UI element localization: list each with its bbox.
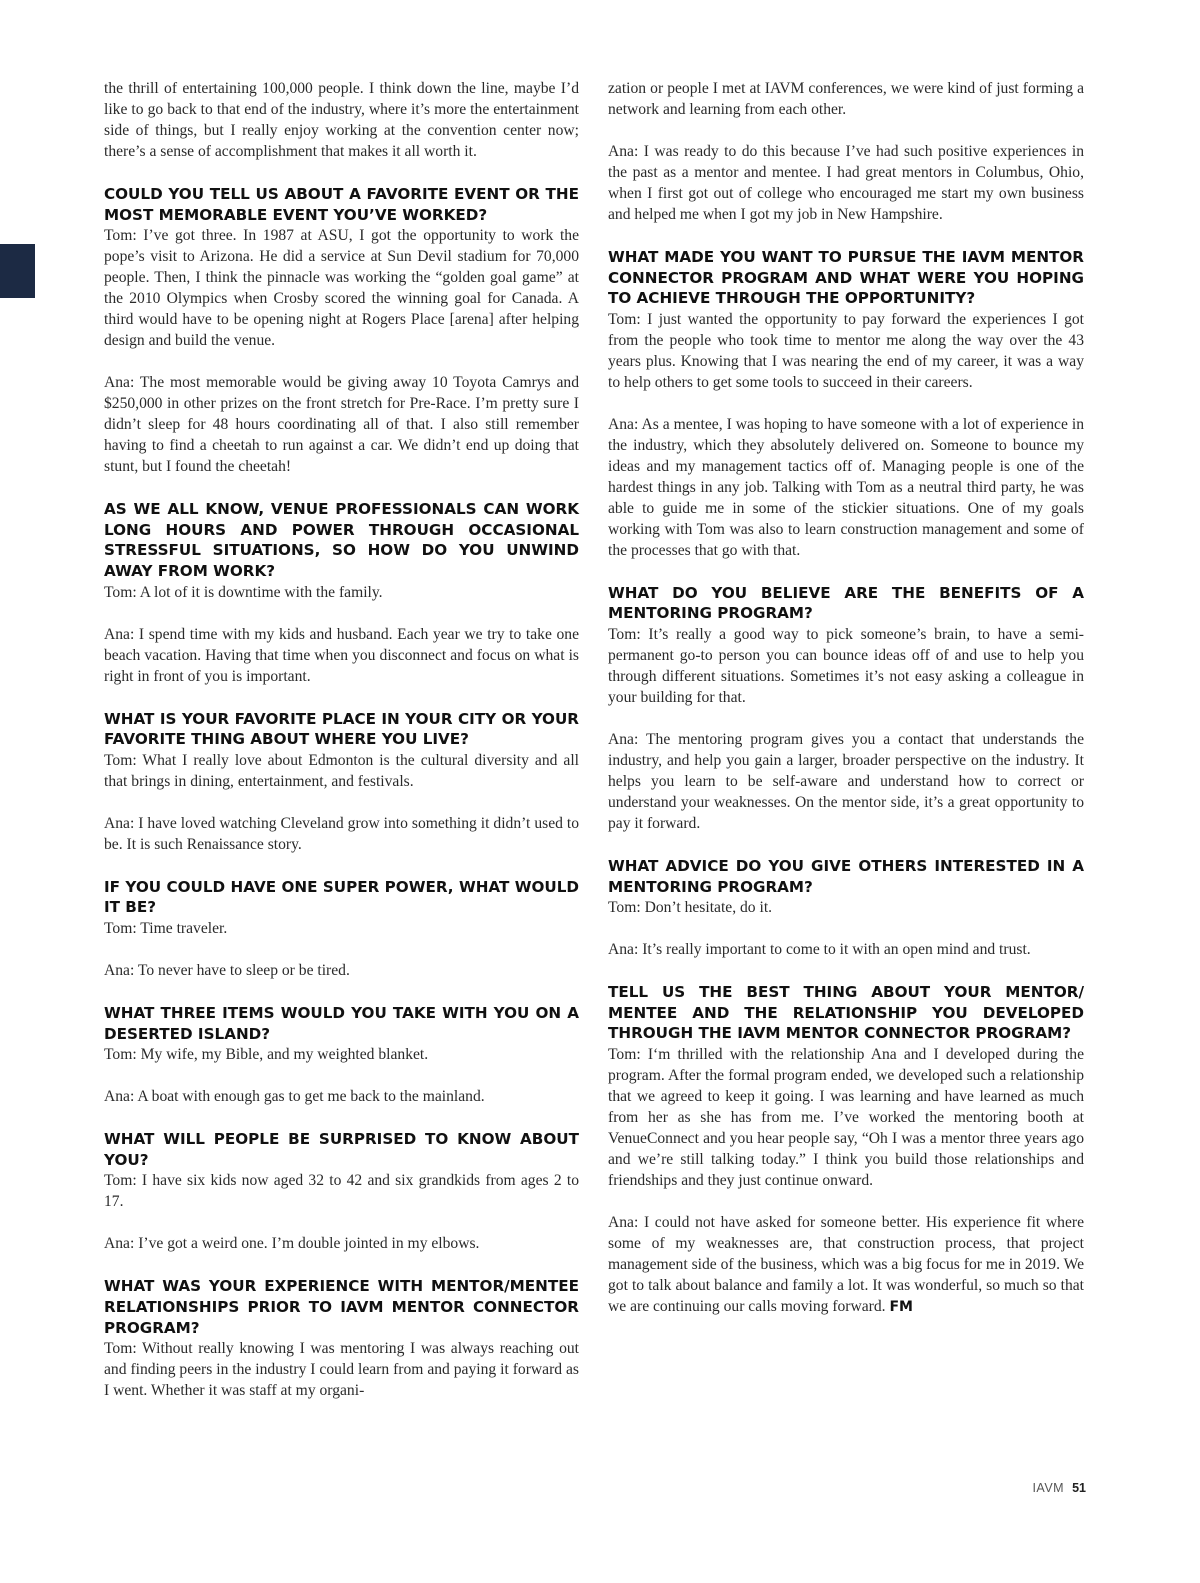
qa-block	[104, 709, 579, 855]
question-heading: WHAT WAS YOUR EXPERIENCE WITH MENTOR/MENTEE RELATIONSHIPS PRIOR TO IAVM MENTOR CONNECTOR PROGRAM?	[104, 1277, 579, 1337]
answer-paragraph	[608, 1212, 1084, 1318]
section-tab-marker	[0, 244, 35, 298]
right-column	[608, 78, 1084, 1340]
answer-paragraph: Tom: It’s really a good way to pick someone’s brain, to have a semi-permanent go-to person you can bounce ideas off of and use to help you through different situations. Sometimes it’s not easy asking a colleague in your building for that.	[608, 625, 1084, 706]
answer-paragraph: Ana: I was ready to do this because I’ve had such positive experiences in the past as a mentor and mentee. I had great mentors in Columbus, Ohio, when I first got out of college who encouraged me start my own business and helped me when I got my job in New Hampshire.	[608, 143, 1084, 223]
qa-block	[104, 78, 579, 162]
qa-block	[608, 78, 1084, 225]
page-footer	[1032, 1481, 1086, 1495]
question-heading: WHAT MADE YOU WANT TO PURSUE THE IAVM MENTOR CONNECTOR PROGRAM AND WHAT WERE YOU HOPING TO ACHIEVE THROUGH THE OPPORTUNITY?	[608, 248, 1084, 308]
question-heading: AS WE ALL KNOW, VENUE PROFESSIONALS CAN WORK LONG HOURS AND POWER THROUGH OCCASIONAL STRESSFUL SITUATIONS, SO HOW DO YOU UNWIND AWAY FROM WORK?	[104, 500, 579, 580]
answer-paragraph: Tom: I have six kids now aged 32 to 42 and six grandkids from ages 2 to 17.	[104, 1172, 579, 1211]
qa-block	[104, 1129, 579, 1254]
qa-block	[104, 1003, 579, 1107]
qa-block	[104, 184, 579, 477]
answer-paragraph: Ana: I spend time with my kids and husband. Each year we try to take one beach vacation. Having that time when you disconnect and focus on what is right in front of you is important.	[104, 625, 579, 685]
question-heading: WHAT IS YOUR FAVORITE PLACE IN YOUR CITY OR YOUR FAVORITE THING ABOUT WHERE YOU LIVE?	[104, 709, 579, 749]
question-heading: COULD YOU TELL US ABOUT A FAVORITE EVENT OR THE MOST MEMORABLE EVENT YOU’VE WORKED?	[104, 185, 579, 224]
publication-name: IAVM	[1032, 1481, 1065, 1495]
question-heading: WHAT WILL PEOPLE BE SURPRISED TO KNOW ABOUT YOU?	[104, 1130, 579, 1169]
qa-block	[104, 499, 579, 686]
answer-paragraph: Tom: What I really love about Edmonton is the cultural diversity and all that brings in dining, entertainment, and festivals.	[104, 751, 579, 790]
answer-paragraph: Tom: My wife, my Bible, and my weighted blanket.	[104, 1046, 429, 1064]
answer-paragraph: Ana: I have loved watching Cleveland grow into something it didn’t used to be. It is such Renaissance story.	[104, 814, 579, 853]
answer-paragraph: Ana: It’s really important to come to it with an open mind and trust.	[608, 941, 1031, 959]
answer-paragraph: Tom: Time traveler.	[104, 919, 228, 937]
question-heading: WHAT DO YOU BELIEVE ARE THE BENEFITS OF A MENTORING PROGRAM?	[608, 583, 1084, 623]
answer-paragraph: Ana: A boat with enough gas to get me back to the mainland.	[104, 1088, 485, 1106]
answer-paragraph: Ana: To never have to sleep or be tired.	[104, 961, 350, 979]
answer-paragraph: Tom: I just wanted the opportunity to pay forward the experiences I got from the people who took time to mentor me along the way over the 43 years plus. Knowing that I was nearing the end of my career, it was a way to help others to get some tools to succeed in their careers.	[608, 310, 1084, 391]
end-mark: FM	[889, 1298, 913, 1315]
answer-paragraph: Ana: The most memorable would be giving away 10 Toyota Camrys and $250,000 in other prizes on the front stretch for Pre-Race. I’m pretty sure I didn’t sleep for 48 hours coordinating all of that. I also still remember having to find a cheetah to run against a car. We didn’t end up doing that stunt, but I found the cheetah!	[104, 374, 579, 476]
paragraph: zation or people I met at IAVM conferences, we were kind of just forming a network and learning from each other.	[608, 80, 1084, 118]
answer-paragraph: Tom: A lot of it is downtime with the family.	[104, 583, 383, 601]
qa-block	[104, 877, 579, 981]
question-heading: TELL US THE BEST THING ABOUT YOUR MENTOR/ MENTEE AND THE RELATIONSHIP YOU DEVELOPED THROUGH THE IAVM MENTOR CONNECTOR PROGRAM?	[608, 983, 1084, 1043]
qa-block	[608, 247, 1084, 561]
qa-block	[608, 856, 1084, 960]
answer-paragraph: Ana: As a mentee, I was hoping to have someone with a lot of experience in the industry, which they absolutely delivered on. Someone to bounce my ideas and my management tactics off of. Managing people is one of the hardest things in any job. Talking with Tom as a neutral third party, he was able to guide me in some of the stickier situations. One of my goals working with Tom was also to learn construction management and some of the processes that go with that.	[608, 415, 1084, 559]
answer-paragraph: Ana: I’ve got a weird one. I’m double jointed in my elbows.	[104, 1235, 480, 1253]
question-heading: WHAT THREE ITEMS WOULD YOU TAKE WITH YOU ON A DESERTED ISLAND?	[104, 1003, 579, 1043]
answer-paragraph: Tom: Without really knowing I was mentoring I was always reaching out and finding peers in the industry I could learn from and paying it forward as I went. Whether it was staff at my organi-	[104, 1340, 579, 1400]
question-heading: IF YOU COULD HAVE ONE SUPER POWER, WHAT WOULD IT BE?	[104, 877, 579, 917]
page-number: 51	[1072, 1481, 1086, 1495]
answer-paragraph: Tom: I’ve got three. In 1987 at ASU, I got the opportunity to work the pope’s visit to Arizona. He did a service at Sun Devil stadium for 70,000 people. Then, I think the pinnacle was working the “golden goal game” at the 2010 Olympics when Crosby scored the winning goal for Canada. A third would have to be opening night at Rogers Place [arena] after helping design and build the venue.	[104, 227, 579, 350]
closing-paragraph-text: Ana: I could not have asked for someone better. His experience fit where some of my weaknesses are, that construction process, that project management side of the business, which was a big focus for me in 2019. We got to talk about balance and family a lot. It was wonderful, so much so that we are continuing our calls moving forward.	[608, 1213, 1084, 1315]
question-heading: WHAT ADVICE DO YOU GIVE OTHERS INTERESTED IN A MENTORING PROGRAM?	[608, 856, 1084, 896]
answer-paragraph: Ana: The mentoring program gives you a contact that understands the industry, and help you gain a larger, broader perspective on the industry. It helps you learn to be self-aware and understand how to correct or understand your weaknesses. On the mentor side, it’s a great opportunity to pay it forward.	[608, 730, 1084, 832]
answer-paragraph: Tom: I‘m thrilled with the relationship Ana and I developed during the program. After the formal program ended, we developed such a relationship that we agreed to keep it going. I was learning and have learned as much from her as she has from me. I’ve worked the mentoring booth at VenueConnect and you hear people say, “Oh I was a mentor three years ago and we’re still talking today.” I think you build those relationships and friendships and they just continue onward.	[608, 1045, 1084, 1189]
qa-block	[608, 982, 1084, 1318]
qa-block	[608, 583, 1084, 834]
paragraph: the thrill of entertaining 100,000 people. I think down the line, maybe I’d like to go back to that end of the industry, where it’s more the entertainment side of things, but I really enjoy working at the convention center now; there’s a sense of accomplishment that makes it all worth it.	[104, 80, 579, 160]
left-column	[104, 78, 579, 1423]
qa-block	[104, 1276, 579, 1401]
answer-paragraph: Tom: Don’t hesitate, do it.	[608, 899, 773, 917]
